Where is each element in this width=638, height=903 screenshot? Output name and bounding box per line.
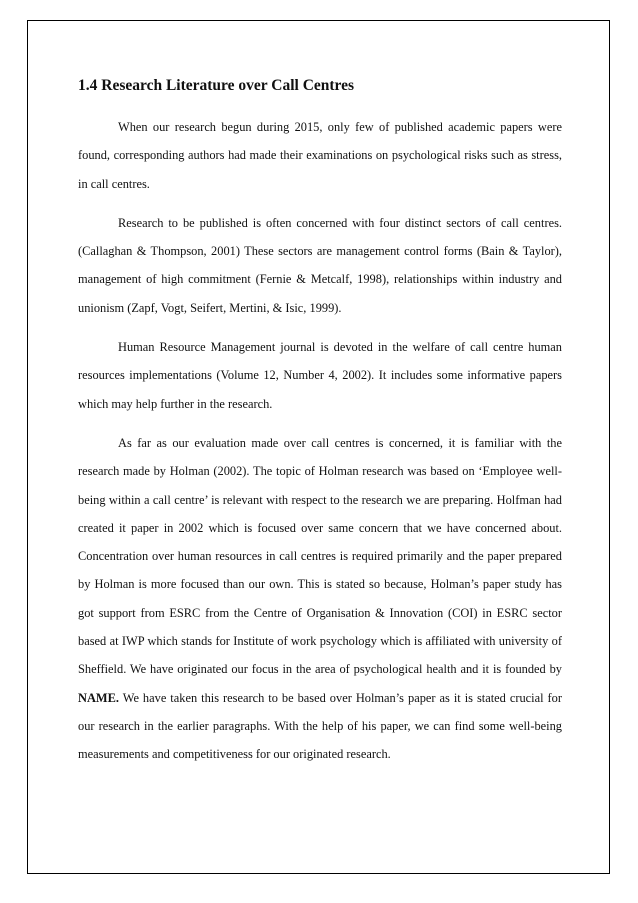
paragraph-intro: When our research begun during 2015, only few of published academic papers were found, corresponding authors had made their examinations on psychological risks such as stress, in call centres. [78,120,562,191]
paragraph-holman [78,429,562,769]
document-body [78,76,562,769]
section-heading: 1.4 Research Literature over Call Centres [78,77,355,94]
paragraph-journal: Human Resource Management journal is devoted in the welfare of call centre human resources implementations (Volume 12, Number 4, 2002). It includes some informative papers which may help further in the research. [78,340,562,411]
paragraph-holman-text-before: As far as our evaluation made over call centres is concerned, it is familiar with the research made by Holman (2002). The topic of Holman research was based on ‘Employee well-being within a call centre’ is relevant with respect to the research we are preparing. Holfman had created it paper in 2002 which is focused over same concern that we have concerned about. Concentration over human resources in call centres is required primarily and the paper prepared by Holman is more focused than our own. This is stated so because, Holman’s paper study has got support from ESRC from the Centre of Organisation & Innovation (COI) in ESRC sector based at IWP which stands for Institute of work psychology which is affiliated with university of Sheffield. We have originated our focus in the area of psychological health and it is founded by [78,435,562,677]
paragraph-holman-text-after: We have taken this research to be based over Holman’s paper as it is stated crucial for our research in the earlier paragraphs. With the help of his paper, we can find some well-being measurements and competitiveness for our originated research. [78,690,562,762]
paragraph-sectors: Research to be published is often concerned with four distinct sectors of call centres. (Callaghan & Thompson, 2001) These sectors are management control forms (Bain & Taylor), management of high commitment (Fernie & Metcalf, 1998), relationships within industry and unionism (Zapf, Vogt, Seifert, Mertini, & Isic, 1999). [78,215,562,315]
author-name-placeholder: NAME. [78,690,119,705]
